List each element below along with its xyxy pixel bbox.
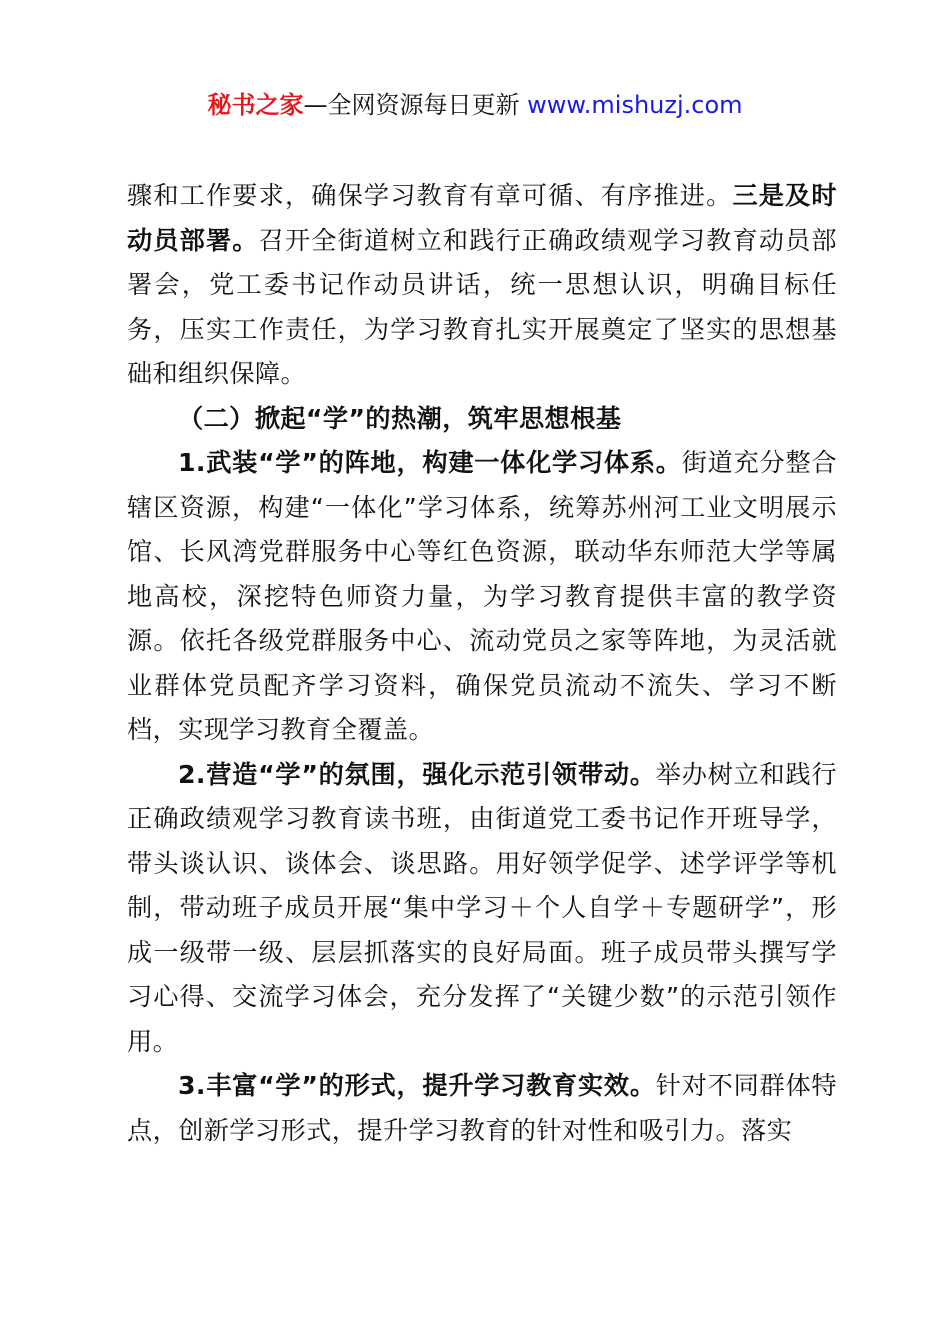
- paragraph-3-text: 举办树立和践行正确政绩观学习教育读书班，由街道党工委书记作开班导学，带头谈认识、谈体会、谈思路。用好领学促学、述学评学等机制，带动班子成员开展“集中学习＋个人自学＋专题研学”，形成一级带一级、层层抓落实的良好局面。班子成员带头撰写学习心得、交流学习体会，充分发挥了“关键少数”的示范引领作用。: [127, 759, 837, 1056]
- paragraph-2-text: 街道充分整合辖区资源，构建“一体化”学习体系，统筹苏州河工业文明展示馆、长风湾党群服务中心等红色资源，联动华东师范大学等属地高校，深挖特色师资力量，为学习教育提供丰富的教学资源。依托各级党群服务中心、流动党员之家等阵地，为灵活就业群体党员配齐学习资料，确保党员流动不流失、学习不断档，实现学习教育全覆盖。: [127, 448, 837, 744]
- paragraph-4-text: 针对不同群体特点，创新学习形式，提升学习教育的针对性和吸引力。落实: [127, 1071, 837, 1145]
- document-body: [127, 174, 837, 1153]
- paragraph-4: [127, 1064, 837, 1153]
- brand-name: 秘书之家: [207, 91, 304, 119]
- header-tagline: —全网资源每日更新: [303, 91, 528, 119]
- page-header: [0, 88, 950, 122]
- section-heading: （二）掀起“学”的热潮，筑牢思想根基: [178, 403, 622, 433]
- paragraph-3: [127, 753, 837, 1065]
- paragraph-1-bold: 三是及时动员部署。: [127, 181, 837, 255]
- paragraph-2: [127, 441, 837, 753]
- paragraph-1-text-b: 召开全街道树立和践行正确政绩观学习教育动员部署会，党工委书记作动员讲话，统一思想认识，明确目标任务，压实工作责任，为学习教育扎实开展奠定了坚实的思想基础和组织保障。: [127, 225, 837, 388]
- paragraph-3-lead: 2.营造“学”的氛围，强化示范引领带动。: [178, 759, 656, 789]
- paragraph-2-lead: 1.武装“学”的阵地，构建一体化学习体系。: [178, 448, 682, 477]
- header-url[interactable]: www.mishuzj.com: [527, 91, 743, 119]
- paragraph-1: [127, 174, 837, 397]
- paragraph-1-text-a: 骤和工作要求，确保学习教育有章可循、有序推进。: [127, 181, 733, 210]
- paragraph-4-lead: 3.丰富“学”的形式，提升学习教育实效。: [178, 1071, 656, 1100]
